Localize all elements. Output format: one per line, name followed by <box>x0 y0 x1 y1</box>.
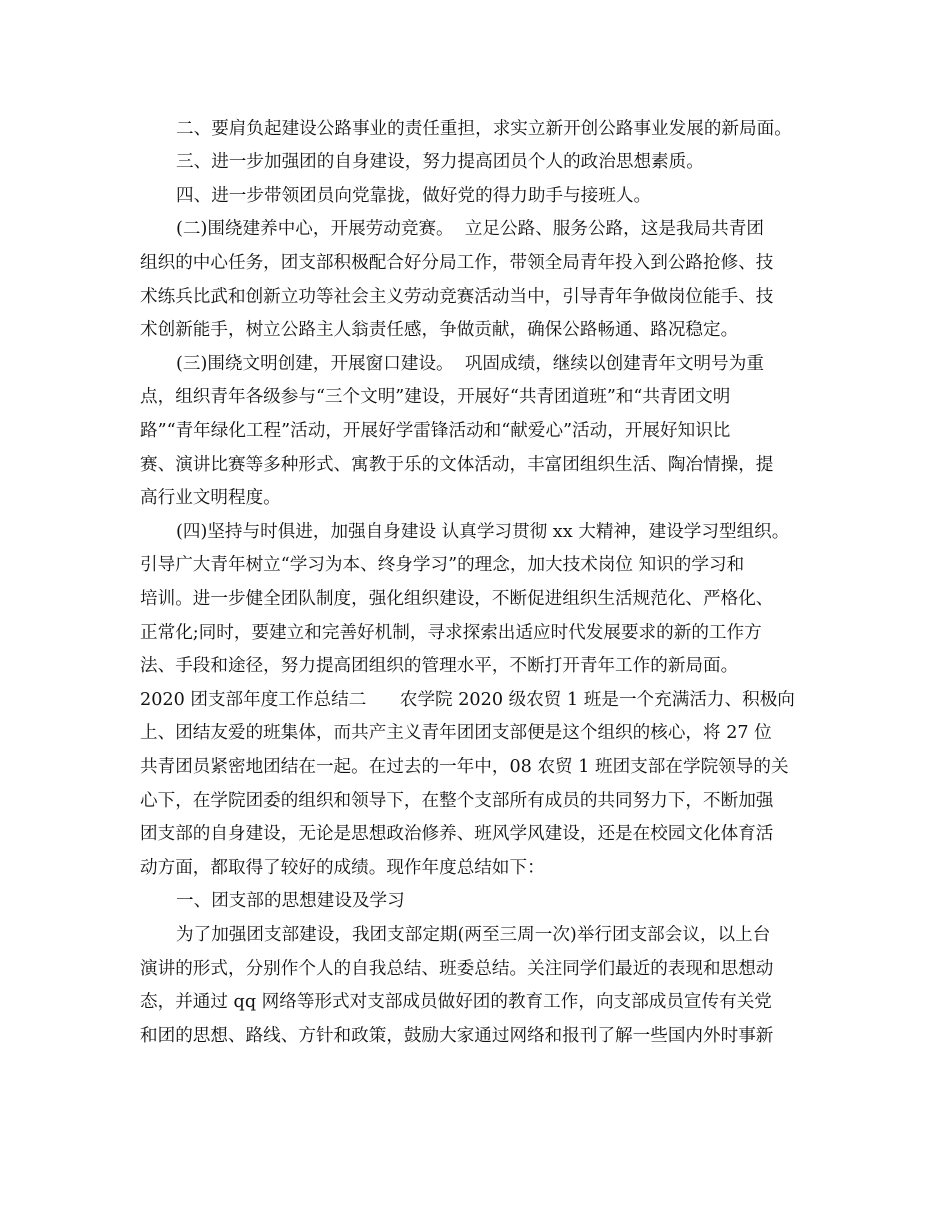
text-line: 共青团员紧密地团结在一起。在过去的一年中，08 农贸 1 班团支部在学院领导的关 <box>140 757 789 777</box>
text-line: 点，组织青年各级参与“三个文明”建设，开展好“共青团道班”和“共青团文明 <box>140 387 731 407</box>
text-line: 高行业文明程度。 <box>140 488 281 508</box>
text-line: 演讲的形式，分别作个人的自我总结、班委总结。关注同学们最近的表现和思想动 <box>140 959 774 979</box>
text-line: 路”“青年绿化工程”活动，开展好学雷锋活动和“献爱心”活动，开展好知识比 <box>140 421 731 441</box>
text-line: (四)坚持与时俱进，加强自身建设 认真学习贯彻 xx 大精神，建设学习型组织。 <box>176 522 790 542</box>
text-line: 动方面，都取得了较好的成绩。现作年度总结如下： <box>140 858 545 878</box>
text-line: (三)围绕文明创建，开展窗口建设。 巩固成绩，继续以创建青年文明号为重 <box>176 354 764 374</box>
text-line: 术创新能手，树立公路主人翁责任感，争做贡献，确保公路畅通、路况稳定。 <box>140 320 739 340</box>
text-line: 培训。进一步健全团队制度，强化组织建设，不断促进组织生活规范化、严格化、 <box>140 589 774 609</box>
text-line: 上、团结友爱的班集体，而共产主义青年团团支部便是这个组织的核心，将 27 位 <box>140 723 772 743</box>
text-line: 术练兵比武和创新立功等社会主义劳动竞赛活动当中，引导青年争做岗位能手、技 <box>140 287 774 307</box>
text-line: 为了加强团支部建设，我团支部定期(两至三周一次)举行团支部会议，以上台 <box>176 925 771 945</box>
text-line: 组织的中心任务，团支部积极配合好分局工作，带领全局青年投入到公路抢修、技 <box>140 253 774 273</box>
text-line: 赛、演讲比赛等多种形式、寓教于乐的文体活动，丰富团组织生活、陶冶情操，提 <box>140 455 774 475</box>
section-heading: 一、团支部的思想建设及学习 <box>176 891 405 911</box>
text-line: (二)围绕建养中心，开展劳动竞赛。 立足公路、服务公路，这是我局共青团 <box>176 219 764 239</box>
text-line: 团支部的自身建设，无论是思想政治修养、班风学风建设，还是在校园文化体育活 <box>140 824 774 844</box>
text-line: 四、进一步带领团员向党靠拢，做好党的得力助手与接班人。 <box>176 186 652 206</box>
text-line: 2020 团支部年度工作总结二 农学院 2020 级农贸 1 班是一个充满活力、积极向 <box>140 690 795 710</box>
text-line: 心下，在学院团委的组织和领导下，在整个支部所有成员的共同努力下，不断加强 <box>140 791 774 811</box>
text-line: 二、要肩负起建设公路事业的责任重担，求实立新开创公路事业发展的新局面。 <box>176 119 792 139</box>
text-line: 和团的思想、路线、方针和政策，鼓励大家通过网络和报刊了解一些国内外时事新 <box>140 1026 774 1046</box>
text-line: 正常化;同时，要建立和完善好机制，寻求探索出适应时代发展要求的新的工作方 <box>140 623 762 643</box>
text-line: 三、进一步加强团的自身建设，努力提高团员个人的政治思想素质。 <box>176 152 704 172</box>
text-line: 态，并通过 qq 网络等形式对支部成员做好团的教育工作，向支部成员宣传有关党 <box>140 992 772 1012</box>
text-line: 引导广大青年树立“学习为本、终身学习”的理念，加大技术岗位 知识的学习和 <box>140 555 745 575</box>
text-line: 法、手段和途径，努力提高团组织的管理水平，不断打开青年工作的新局面。 <box>140 656 739 676</box>
